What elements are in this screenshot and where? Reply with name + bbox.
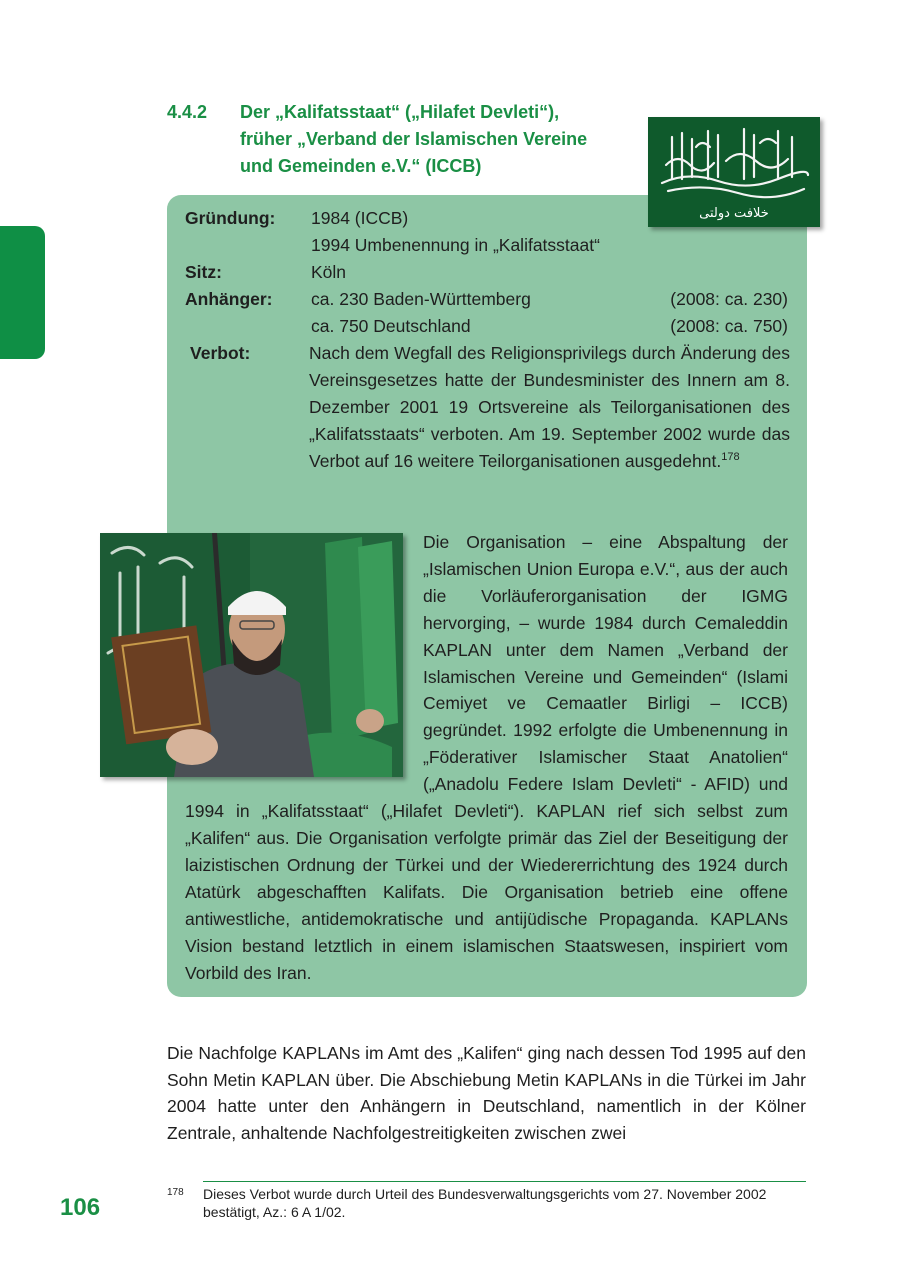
gruendung-value-1: 1984 (ICCB) [311,208,409,228]
fact-row-anhaenger-2 [185,313,790,340]
fact-row-anhaenger [185,286,790,313]
anhaenger-previous-2: (2008: ca. 750) [670,316,788,336]
anhaenger-previous-1: (2008: ca. 230) [670,289,788,309]
section-title-line-3: und Gemeinden e.V.“ (ICCB) [240,156,482,176]
footnote-number: 178 [167,1187,184,1198]
section-number: 4.4.2 [167,102,208,122]
anhaenger-value-1: ca. 230 Baden-Württemberg [311,289,531,309]
verbot-text: Nach dem Wegfall des Religionsprivilegs durch Änderung des Vereinsgesetzes hatte der Bundesminister des Innern am 8. Dezember 2001 19 Ortsvereine als Teilorganisationen des „Kalifatsstaats“ verboten. Am 19. September 2002 wurde das Verbot auf 16 weitere Teilorganisationen ausgedehnt. [309,343,790,471]
organisation-text: Die Organisation – eine Abspaltung der „Islamischen Union Europa e.V.“, aus der auch die Vorläuferorganisation der IGMG hervorging, – wurde 1984 durch Cemaleddin KAPLAN unter dem Namen „Verband der Islamischen Vereine und Gemeinden“ (Islami Cemiyet ve Cemaatler Birligi – ICCB) gegründet. 1992 erfolgte die Umbenennung in „Föderativer Islamischer Staat Anatolien“ („Anadolu Federe Islam Devleti“ - AFID) und 1994 in „Kalifatsstaat“ („Hilafet Devleti“). KAPLAN rief sich selbst zum „Kalifen“ aus. Die Organisation verfolgte primär das Ziel der Beseitigung der laizistischen Ordnung der Türkei und der Wiedererrichtung des 1924 durch Atatürk abgeschafften Kalifats. Die Organisation betrieb eine offene antiwestliche, antidemokratische und antijüdische Propaganda. KAPLANs Vision bestand letztlich in einem islamischen Staatswesen, inspiriert vom Vorbild des Iran. [185,532,788,983]
gruendung-value-2: 1994 Umbenennung in „Kalifatsstaat“ [311,235,600,255]
footnote-divider [203,1181,806,1182]
anhaenger-value-2: ca. 750 Deutschland [311,316,471,336]
fact-row-sitz [185,259,790,286]
fact-sheet [185,205,790,475]
footnote-reference: 178 [721,451,740,464]
successor-paragraph: Die Nachfolge KAPLANs im Amt des „Kalifen“ ging nach dessen Tod 1995 auf den Sohn Metin KAPLAN über. Die Abschiebung Metin KAPLANs in die Türkei im Jahr 2004 hatte unter den Anhängern in Deutschland, namentlich in der Kölner Zentrale, anhaltende Nachfolgestreitigkeiten zwischen zwei [167,1043,806,1143]
photo-illustration [100,533,403,777]
sitz-label: Sitz: [185,262,222,282]
fact-row-verbot [185,340,790,475]
chapter-tab-marker [0,226,45,359]
gruendung-label: Gründung: [185,208,276,228]
section-title-line-2: früher „Verband der Islamischen Vereine [240,129,588,149]
fact-row-gruendung-2 [185,232,790,259]
page-number: 106 [60,1194,101,1221]
footnote-text: Dieses Verbot wurde durch Urteil des Bundesverwaltungsgerichts vom 27. November 2002 bestätigt, Az.: 6 A 1/02. [203,1186,767,1220]
kalifatsstaat-flag-image [648,117,820,227]
kaplan-photo [100,533,403,777]
sitz-value: Köln [311,262,347,282]
section-title-line-1: Der „Kalifatsstaat“ („Hilafet Devleti“), [240,102,560,122]
flag-subtitle: خلافت دولتی [699,206,769,221]
verbot-text-block [309,340,790,475]
verbot-label: Verbot: [190,343,251,363]
section-heading [167,99,637,180]
anhaenger-label: Anhänger: [185,289,273,309]
